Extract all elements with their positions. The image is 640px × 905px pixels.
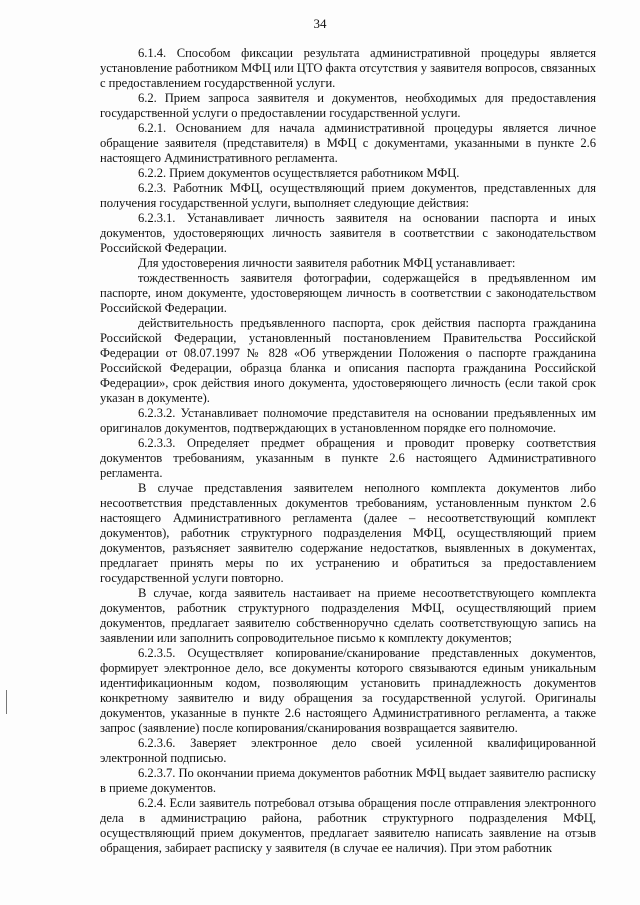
paragraph-6-1-4: 6.1.4. Способом фиксации результата административной процедуры является установление работником МФЦ или ЦТО факта отсутствия у заявителя вопросов, связанных с предоставлением государственной услуги. (100, 46, 596, 90)
paragraph-identity-photo: тождественность заявителя фотографии, содержащейся в предъявленном им паспорте, ином документе, удостоверяющем личность в соответствии с законодательством Российской Федерации. (100, 271, 596, 315)
paragraph-identity-intro: Для удостоверения личности заявителя работник МФЦ устанавливает: (138, 256, 516, 270)
page-number: 34 (313, 16, 327, 31)
paragraph-6-2-3: 6.2.3. Работник МФЦ, осуществляющий прием документов, представленных для получения государственной услуги, выполняет следующие действия: (100, 181, 596, 210)
margin-mark (6, 690, 12, 714)
paragraph-passport-validity: действительность предъявленного паспорта, срок действия паспорта гражданина Российской Федерации, установленный постановлением Правительства Российской Федерации от 08.07.1997 № 828 «Об утверждении Положения о паспорте гражданина Российской Федерации, образца бланка и описания паспорта гражданина Российской Федерации», срок действия иного документа, удостоверяющего личность (если такой срок указан в документе). (100, 316, 596, 405)
paragraph-6-2-3-7: 6.2.3.7. По окончании приема документов работник МФЦ выдает заявителю расписку в приеме документов. (100, 766, 596, 795)
paragraph-6-2: 6.2. Прием запроса заявителя и документов, необходимых для предоставления государственной услуги о предоставлении государственной услуги. (100, 91, 596, 120)
paragraph-6-2-3-5: 6.2.3.5. Осуществляет копирование/сканирование представленных документов, формирует электронное дело, все документы которого связываются единым уникальным идентификационным кодом, позволяющим установить принадлежность документов конкретному заявителю и виду обращения за государственной услугой. Оригиналы документов, указанные в пункте 2.6 настоящего Административного регламента, а также запрос (заявление) после копирования/сканирования возвращается заявителю. (100, 646, 596, 735)
paragraph-6-2-3-1: 6.2.3.1. Устанавливает личность заявителя на основании паспорта и иных документов, удостоверяющих личность заявителя в соответствии с законодательством Российской Федерации. (100, 211, 596, 255)
paragraph-insists: В случае, когда заявитель настаивает на приеме несоответствующего комплекта документов, работник структурного подразделения МФЦ, осуществляющий прием документов, предлагает заявителю собственноручно сделать соответствующую запись на заявлении или заполнить сопроводительное письмо к комплекту документов; (100, 586, 596, 645)
paragraph-6-2-4: 6.2.4. Если заявитель потребовал отзыва обращения после отправления электронного дела в администрацию района, работник структурного подразделения МФЦ, осуществляющий прием документов, предлагает заявителю написать заявление на отзыв обращения, забирает расписку у заявителя (в случае ее наличия). При этом работник (100, 796, 596, 855)
paragraph-6-2-3-6: 6.2.3.6. Заверяет электронное дело своей усиленной квалифицированной электронной подписью. (100, 736, 596, 765)
paragraph-incomplete-set: В случае представления заявителем неполного комплекта документов либо несоответствия представленных документов требованиям, установленным пунктом 2.6 настоящего Административного регламента (далее – несоответствующий комплект документов), работник структурного подразделения МФЦ, осуществляющий прием документов, разъясняет заявителю содержание недостатков, выявленных в документах, предлагает принять меры по их устранению и обратиться за предоставлением государственной услуги повторно. (100, 481, 596, 585)
paragraph-6-2-3-2: 6.2.3.2. Устанавливает полномочие представителя на основании предъявленных им оригиналов документов, подтверждающих в установленном порядке его полномочие. (100, 406, 596, 435)
paragraph-6-2-1: 6.2.1. Основанием для начала административной процедуры является личное обращение заявителя (представителя) в МФЦ с документами, указанными в пункте 2.6 настоящего Административного регламента. (100, 121, 596, 165)
paragraph-6-2-3-3: 6.2.3.3. Определяет предмет обращения и проводит проверку соответствия документов требованиям, указанным в пункте 2.6 настоящего Административного регламента. (100, 436, 596, 480)
paragraph-6-2-2: 6.2.2. Прием документов осуществляется работником МФЦ. (138, 166, 460, 180)
body-text (100, 46, 596, 856)
